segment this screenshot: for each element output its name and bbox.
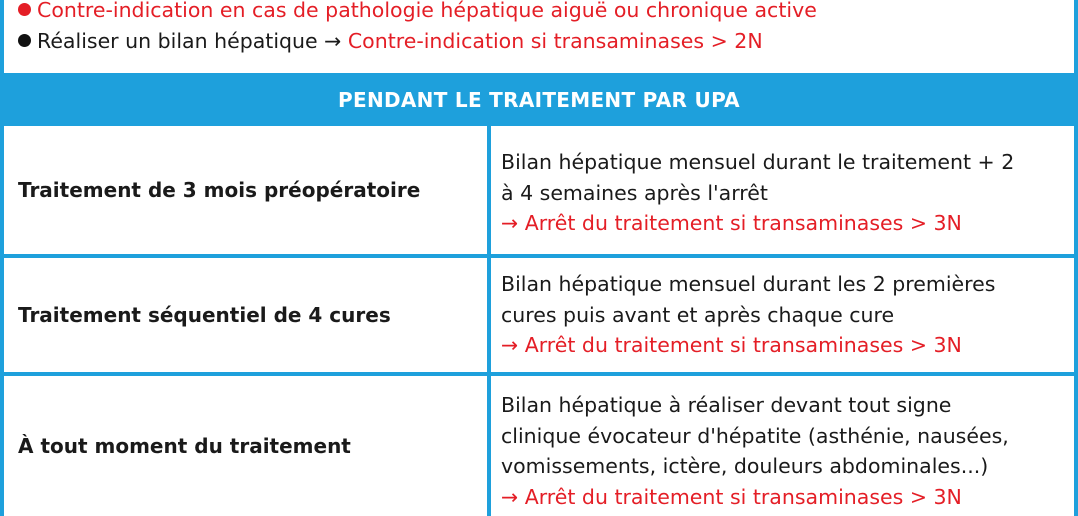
section-title: PENDANT LE TRAITEMENT PAR UPA [338, 87, 740, 112]
table-row [0, 376, 1078, 516]
row-description [501, 258, 1066, 372]
row-label: Traitement de 3 mois préopératoire [18, 178, 421, 202]
column-divider [487, 126, 491, 254]
column-divider [487, 258, 491, 372]
pre-treatment-notes [0, 0, 1078, 73]
table-row [0, 126, 1078, 258]
row-description [501, 376, 1066, 516]
description-line: clinique évocateur d'hépatite (asthénie, nausées, [501, 423, 1009, 448]
black-bullet-icon [18, 34, 31, 47]
stop-treatment-rule: → Arrêt du traitement si transaminases > 3N [501, 333, 962, 358]
description-line: vomissements, ictère, douleurs abdominales...) [501, 454, 989, 478]
liver-test-note [18, 29, 763, 53]
stop-treatment-rule: → Arrêt du traitement si transaminases > 3N [501, 211, 962, 236]
row-label: Traitement séquentiel de 4 cures [18, 303, 391, 327]
contraindication-note [18, 0, 817, 22]
stop-treatment-rule: → Arrêt du traitement si transaminases > 3N [501, 484, 962, 509]
liver-test-text: Réaliser un bilan hépatique → [37, 29, 348, 53]
description-line: à 4 semaines après l'arrêt [501, 180, 768, 205]
section-header [0, 73, 1078, 126]
row-label: À tout moment du traitement [18, 434, 351, 458]
description-line: Bilan hépatique mensuel durant le traitement + 2 [501, 150, 1015, 175]
row-description [501, 126, 1066, 254]
column-divider [487, 376, 491, 516]
table-row [0, 258, 1078, 376]
liver-test-threshold: Contre-indication si transaminases > 2N [347, 29, 763, 53]
contraindication-text: Contre-indication en cas de pathologie hépatique aiguë ou chronique active [37, 0, 817, 22]
description-line: cures puis avant et après chaque cure [501, 302, 895, 327]
description-line: Bilan hépatique à réaliser devant tout signe [501, 393, 952, 417]
red-bullet-icon [18, 3, 31, 16]
description-line: Bilan hépatique mensuel durant les 2 premières [501, 272, 996, 297]
